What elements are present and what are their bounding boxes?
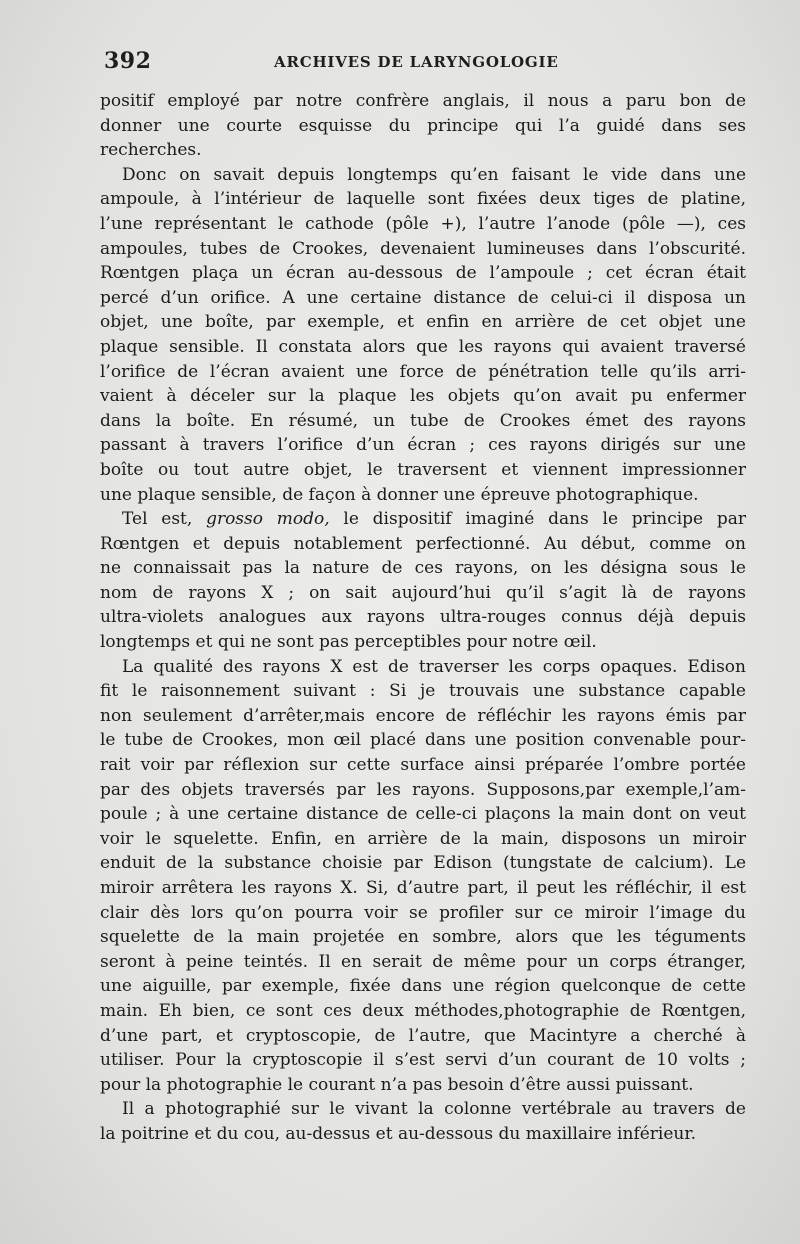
text-line: Il a photographié sur le vivant la colonne vertébrale au travers de	[122, 1099, 746, 1120]
text-line: dans la boîte. En résumé, un tube de Crookes émet des rayons	[100, 410, 746, 431]
text-line: La qualité des rayons X est de traverser les corps opaques. Edison	[122, 656, 746, 677]
text-line: clair dès lors qu’on pourra voir se profiler sur ce miroir l’image du	[100, 902, 746, 923]
text-line: enduit de la substance choisie par Edison (tungstate de calcium). Le	[100, 853, 746, 874]
text-line: squelette de la main projetée en sombre, alors que les téguments	[100, 927, 746, 948]
text-line: fit le raisonnement suivant : Si je trouvais une substance capable	[100, 681, 746, 702]
text-line	[100, 507, 746, 532]
page-number: 392	[104, 48, 152, 74]
text-line: une plaque sensible, de façon à donner une épreuve photographique.	[100, 484, 699, 505]
text-line: l’orifice de l’écran avaient une force de pénétration telle qu’ils arri-	[100, 361, 746, 382]
text-line: plaque sensible. Il constata alors que les rayons qui avaient traversé	[100, 336, 746, 357]
text-line: main. Eh bien, ce sont ces deux méthodes,photographie de Rœntgen,	[100, 1000, 746, 1021]
text-line: ampoule, à l’intérieur de laquelle sont fixées deux tiges de platine,	[100, 189, 746, 210]
text-line: miroir arrêtera les rayons X. Si, d’autre part, il peut les réfléchir, il est	[100, 878, 746, 898]
text-segment: Tel est,	[122, 509, 193, 530]
text-line: une aiguille, par exemple, fixée dans une région quelconque de cette	[100, 976, 746, 997]
body-text	[100, 89, 746, 1147]
text-line: vaient à déceler sur la plaque les objets qu’on avait pu enfermer	[100, 386, 746, 407]
text-line: passant à travers l’orifice d’un écran ; ces rayons dirigés sur une	[100, 435, 746, 456]
text-line: positif employé par notre confrère anglais, il nous a paru bon de	[100, 91, 746, 111]
text-line: rait voir par réflexion sur cette surface ainsi préparée l’ombre portée	[100, 755, 746, 776]
text-line: boîte ou tout autre objet, le traversent et viennent impressionner	[100, 459, 746, 480]
text-line: nom de rayons X ; on sait aujourd’hui qu’il s’agit là de rayons	[100, 582, 746, 603]
text-line: la poitrine et du cou, au-dessus et au-dessous du maxillaire inférieur.	[100, 1123, 697, 1144]
text-line: l’une représentant le cathode (pôle +), l’autre l’anode (pôle —), ces	[100, 213, 746, 234]
running-title: ARCHIVES DE LARYNGOLOGIE	[274, 53, 559, 71]
page-header	[104, 48, 744, 74]
text-segment: le dispositif imaginé dans le principe par	[343, 509, 746, 530]
text-line: longtemps et qui ne sont pas perceptibles pour notre œil.	[100, 632, 597, 653]
text-line: par des objets traversés par les rayons. Supposons,par exemple,l’am-	[100, 779, 746, 800]
text-line: recherches.	[100, 140, 202, 161]
text-line: seront à peine teintés. Il en serait de même pour un corps étranger,	[100, 951, 746, 972]
text-line: pour la photographie le courant n’a pas besoin d’être aussi puissant.	[100, 1074, 694, 1095]
text-line: ne connaissait pas la nature de ces rayons, on les désigna sous le	[100, 558, 746, 579]
italic-phrase: grosso modo,	[206, 509, 330, 530]
text-line: voir le squelette. Enfin, en arrière de la main, disposons un miroir	[100, 828, 746, 849]
text-line: percé d’un orifice. A une certaine distance de celui-ci il disposa un	[100, 287, 746, 308]
text-line: Donc on savait depuis longtemps qu’en faisant le vide dans une	[122, 164, 746, 185]
text-line: le tube de Crookes, mon œil placé dans une position convenable pour-	[100, 730, 746, 751]
text-line: non seulement d’arrêter,mais encore de réfléchir les rayons émis par	[100, 705, 746, 726]
text-line: Rœntgen plaça un écran au-dessous de l’ampoule ; cet écran était	[100, 263, 746, 284]
text-line: Rœntgen et depuis notablement perfectionné. Au début, comme on	[100, 533, 746, 554]
text-line: donner une courte esquisse du principe qui l’a guidé dans ses	[100, 115, 746, 136]
text-line: utiliser. Pour la cryptoscopie il s’est servi d’un courant de 10 volts ;	[100, 1050, 746, 1071]
text-line: objet, une boîte, par exemple, et enfin en arrière de cet objet une	[100, 312, 746, 333]
text-line: poule ; à une certaine distance de celle-ci plaçons la main dont on veut	[100, 804, 746, 825]
text-line: d’une part, et cryptoscopie, de l’autre, que Macintyre a cherché à	[100, 1025, 746, 1046]
text-line: ultra-violets analogues aux rayons ultra-rouges connus déjà depuis	[100, 607, 746, 628]
text-line: ampoules, tubes de Crookes, devenaient lumineuses dans l’obscurité.	[100, 238, 746, 259]
